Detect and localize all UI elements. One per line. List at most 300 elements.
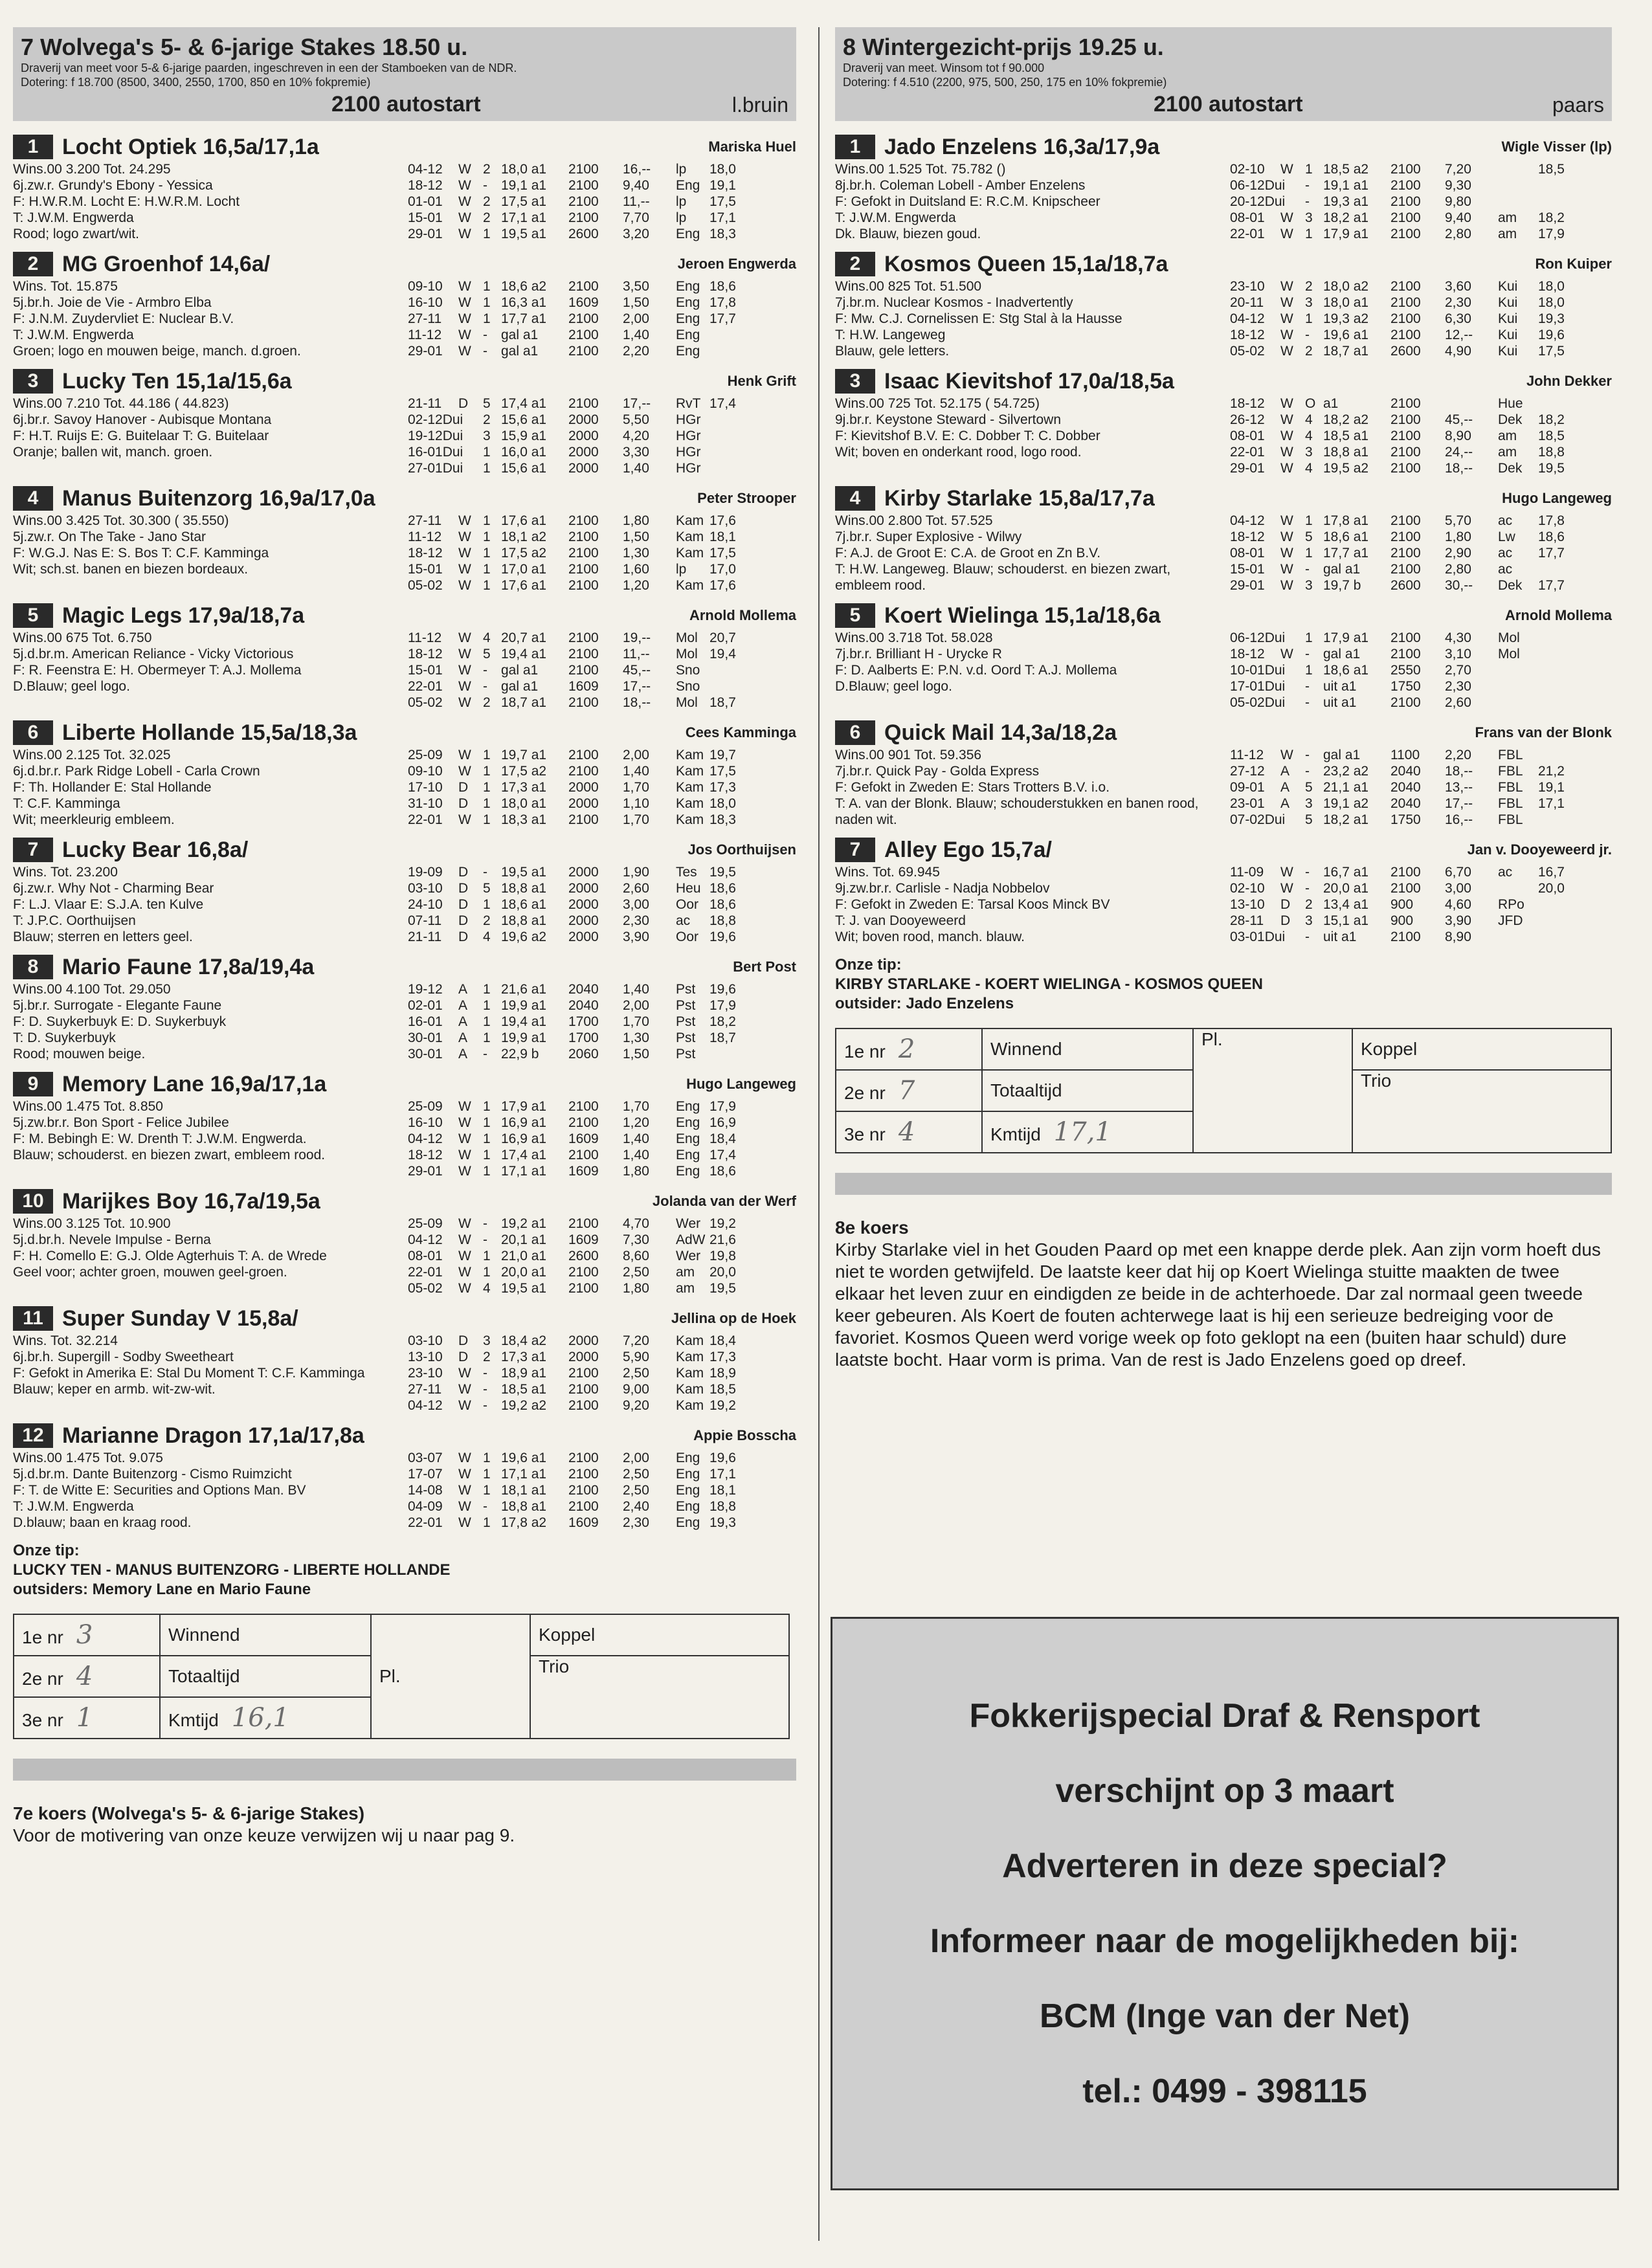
result-cell: 17,4 a1 — [501, 396, 547, 411]
result-cell: 1 — [483, 295, 491, 310]
result-row — [408, 295, 796, 311]
result-cell: 17,3 — [709, 1350, 736, 1364]
result-cell: 08-01 — [1230, 546, 1265, 561]
result-cell: 2 — [483, 412, 491, 427]
result-cell: Heu — [676, 881, 701, 896]
result-cell: 9,20 — [623, 1398, 649, 1413]
result-cell: W — [458, 344, 471, 359]
bet-row-2[interactable]: 2e nr 4 — [14, 1656, 160, 1697]
info-line: 5j.zw.br.r. Bon Sport - Felice Jubilee — [13, 1115, 229, 1130]
result-row — [1230, 561, 1612, 577]
result-cell: - — [1305, 647, 1310, 662]
result-cell: 18,8 a1 — [501, 881, 547, 896]
result-cell: 07-02Dui — [1230, 812, 1286, 827]
bet-row-1[interactable]: 1e nr 3 — [14, 1614, 160, 1656]
result-cell: 05-02 — [1230, 344, 1265, 359]
result-cell: Kam — [676, 1382, 704, 1397]
result-cell: Eng — [676, 1467, 700, 1482]
result-cell: 17,8 — [1538, 513, 1565, 528]
result-cell: 18,8 a1 — [1323, 445, 1369, 460]
horse-info — [13, 513, 408, 594]
result-cell: 1 — [483, 1467, 491, 1482]
result-row — [408, 1450, 796, 1466]
results-table — [408, 161, 796, 242]
result-cell: 2 — [1305, 279, 1313, 294]
result-cell: 17,-- — [623, 396, 651, 411]
result-cell: 1 — [483, 461, 491, 476]
result-cell: Eng — [676, 328, 700, 342]
result-cell: 2100 — [568, 630, 599, 645]
result-row — [1230, 913, 1612, 929]
info-line: F: Gefokt in Duitsland E: R.C.M. Knipscheer — [835, 194, 1100, 209]
place-cell[interactable]: Pl. — [1193, 1028, 1352, 1153]
result-cell: 1,40 — [623, 461, 649, 476]
start-number: 4 — [13, 486, 53, 511]
result-cell: Wer — [676, 1216, 701, 1231]
result-cell: 18,7 a1 — [1323, 344, 1369, 359]
totaaltijd-cell[interactable]: Totaaltijd — [982, 1070, 1193, 1111]
result-row — [408, 194, 796, 210]
horse-info — [13, 1098, 408, 1179]
info-line: T: J.W.M. Engwerda — [835, 210, 956, 225]
result-cell: a1 — [1323, 396, 1339, 411]
horse-name: Super Sunday V 15,8a/ — [62, 1306, 298, 1331]
result-cell: 2,20 — [1445, 748, 1471, 762]
info-line: Oranje; ballen wit, manch. groen. — [13, 445, 213, 460]
result-cell: A — [1280, 764, 1290, 779]
race-purse: Dotering: f 4.510 (2200, 975, 500, 250, 175 en 10% fokpremie) — [843, 76, 1167, 89]
result-cell: Kui — [1498, 328, 1518, 342]
result-cell — [1280, 695, 1305, 711]
result-cell: - — [483, 865, 487, 880]
info-line: Wins.00 825 Tot. 51.500 — [835, 279, 982, 294]
info-line: Wins.00 7.210 Tot. 44.186 ( 44.823) — [13, 396, 229, 411]
info-line: Wins.00 2.800 Tot. 57.525 — [835, 513, 993, 528]
result-cell: 9,40 — [1445, 210, 1471, 225]
result-cell: 31-10 — [408, 796, 443, 811]
result-cell: ac — [1498, 562, 1513, 577]
result-cell: 18,4 a2 — [501, 1333, 547, 1348]
result-cell: 11-12 — [408, 529, 442, 544]
result-cell: 18,2 — [1538, 210, 1565, 225]
result-cell: 19,7 — [709, 748, 736, 762]
result-cell: 3,00 — [1445, 881, 1471, 896]
results-table — [1230, 161, 1612, 242]
horse-name: Alley Ego 15,7a/ — [884, 837, 1052, 862]
horse-entry — [13, 133, 796, 242]
result-cell — [709, 327, 768, 343]
result-cell: Wer — [676, 1249, 701, 1263]
result-cell: W — [458, 311, 471, 326]
horse-name: Koert Wielinga 15,1a/18,6a — [884, 603, 1161, 628]
result-row — [408, 779, 796, 795]
result-cell: 24-10 — [408, 897, 443, 912]
result-cell: HGr — [676, 461, 701, 476]
result-cell: 2,00 — [623, 311, 649, 326]
result-row — [1230, 795, 1612, 812]
result-cell: 1 — [483, 796, 491, 811]
result-cell: Hue — [1498, 396, 1523, 411]
result-cell: 2 — [483, 194, 491, 209]
result-cell: - — [483, 1398, 487, 1413]
result-cell: 2100 — [568, 178, 599, 193]
result-cell: 17,4 — [709, 1148, 736, 1162]
result-cell: - — [483, 679, 487, 694]
result-cell: 1 — [483, 1148, 491, 1162]
horse-info — [835, 161, 1230, 242]
result-cell: 18,2 a2 — [1323, 412, 1369, 427]
result-row — [408, 278, 796, 295]
result-cell: ac — [676, 913, 691, 928]
result-cell: 1 — [1305, 513, 1313, 528]
trio-cell[interactable]: Trio — [1352, 1070, 1611, 1153]
result-cell: W — [1280, 279, 1293, 294]
info-line: D.Blauw; geel logo. — [13, 679, 130, 694]
results-table — [408, 630, 796, 711]
result-cell: 17,8 a1 — [1323, 513, 1369, 528]
result-cell: 16,9 a1 — [501, 1115, 547, 1130]
place-cell[interactable]: Pl. — [371, 1614, 530, 1739]
bet-row-1[interactable]: 1e nr 2 — [836, 1028, 982, 1070]
result-cell: 2100 — [568, 1265, 599, 1280]
result-cell: - — [1305, 194, 1310, 209]
result-cell: 2100 — [1390, 695, 1421, 710]
result-cell: 1 — [483, 1014, 491, 1029]
result-cell: 3,30 — [623, 445, 649, 460]
result-cell: W — [1280, 162, 1293, 177]
info-line: Wit; boven rood, manch. blauw. — [835, 929, 1025, 944]
horse-name: Locht Optiek 16,5a/17,1a — [62, 134, 319, 159]
result-cell — [1538, 395, 1590, 412]
result-cell: Kam — [676, 780, 704, 795]
result-cell: 04-12 — [1230, 513, 1265, 528]
result-cell: 15,1 a1 — [1323, 913, 1369, 928]
totaaltijd-cell[interactable]: Totaaltijd — [160, 1656, 371, 1697]
result-cell: 16,7 — [1538, 865, 1565, 880]
result-cell: 18,8 a1 — [501, 913, 547, 928]
result-cell: 2100 — [1390, 630, 1421, 645]
ad-info: Informeer naar de mogelijkheden bij: — [930, 1922, 1520, 1960]
result-cell: - — [483, 178, 487, 193]
start-number: 9 — [13, 1072, 53, 1096]
result-row — [408, 747, 796, 763]
result-cell — [1498, 161, 1538, 177]
result-cell: W — [458, 194, 471, 209]
result-cell — [709, 678, 768, 695]
result-cell: 2100 — [568, 1216, 599, 1231]
result-cell — [1538, 929, 1590, 945]
result-cell: 19,6 — [709, 982, 736, 997]
driver-name: Cees Kamminga — [685, 724, 796, 740]
result-cell: 18,6 a2 — [501, 279, 547, 294]
result-cell: 21,1 a1 — [1323, 780, 1369, 795]
result-cell: 1609 — [568, 295, 599, 310]
result-cell: 30-01 — [408, 1047, 443, 1062]
info-line: T: J.W.M. Engwerda — [13, 1499, 134, 1514]
result-cell — [1498, 177, 1538, 194]
our-tip — [835, 955, 1612, 1014]
result-cell: 1609 — [568, 679, 599, 694]
result-cell: 08-01 — [1230, 210, 1265, 225]
result-cell: 18,0 — [1538, 295, 1565, 310]
result-row — [408, 561, 796, 577]
result-cell: 2040 — [1390, 796, 1421, 811]
result-cell: 17,6 a1 — [501, 513, 547, 528]
trio-cell[interactable]: Trio — [530, 1656, 789, 1739]
result-cell: 18,8 — [709, 1499, 736, 1514]
result-cell: 1,70 — [623, 1099, 649, 1114]
handwritten-pick: 7 — [898, 1076, 915, 1106]
result-cell — [1280, 678, 1305, 695]
result-cell: 18,1 a1 — [501, 1483, 547, 1498]
horse-entry — [13, 718, 796, 828]
result-cell: 2060 — [568, 1047, 599, 1062]
result-cell: 10-01Dui — [1230, 663, 1286, 678]
result-row — [408, 929, 796, 945]
ad-question: Adverteren in deze special? — [1002, 1847, 1447, 1885]
bet-row-3[interactable]: 3e nr 1 — [14, 1697, 160, 1739]
horse-entry — [13, 601, 796, 711]
start-number: 5 — [835, 603, 875, 628]
result-cell: 3,60 — [1445, 279, 1471, 294]
result-cell: 2,00 — [623, 748, 649, 762]
result-cell: 18,5 — [709, 1382, 736, 1397]
result-cell: W — [458, 748, 471, 762]
result-cell: 3 — [1305, 578, 1313, 593]
result-cell: 2100 — [568, 812, 599, 827]
result-cell: 4 — [1305, 428, 1313, 443]
result-cell: W — [458, 295, 471, 310]
result-row — [408, 1498, 796, 1515]
result-cell: 18,3 a1 — [501, 812, 547, 827]
result-cell: 2100 — [568, 695, 599, 710]
result-cell: Eng — [676, 178, 700, 193]
result-cell: 2 — [483, 1350, 491, 1364]
horse-info — [835, 630, 1230, 711]
result-cell: 11,-- — [623, 647, 650, 662]
winnend-cell[interactable]: Winnend — [160, 1614, 371, 1656]
result-cell: D — [1280, 897, 1291, 912]
result-row — [408, 395, 796, 412]
result-cell: 19,6 — [709, 1451, 736, 1465]
result-cell: 04-09 — [408, 1499, 443, 1514]
result-cell: 5,90 — [623, 1350, 649, 1364]
result-cell: Oor — [676, 929, 699, 944]
result-cell: Eng — [676, 1483, 700, 1498]
result-cell: 19,4 a1 — [501, 647, 547, 662]
result-cell: 2100 — [1390, 178, 1421, 193]
result-cell: 1 — [483, 764, 491, 779]
result-cell: 2,30 — [623, 1515, 649, 1530]
result-cell: 15-01 — [408, 210, 443, 225]
result-cell: - — [1305, 764, 1310, 779]
result-cell: 03-10 — [408, 881, 443, 896]
horse-info — [13, 1450, 408, 1531]
result-cell: 18,5 a2 — [1323, 162, 1369, 177]
result-cell: W — [458, 1216, 471, 1231]
horse-entry — [835, 484, 1612, 594]
result-cell: W — [1280, 445, 1293, 460]
info-line: Wins.00 725 Tot. 52.175 ( 54.725) — [835, 396, 1040, 411]
result-cell: 18-12 — [1230, 647, 1265, 662]
result-cell: 18,6 — [709, 279, 736, 294]
result-cell: 15-01 — [1230, 562, 1265, 577]
result-cell: 3 — [483, 1333, 491, 1348]
result-cell: 1 — [483, 311, 491, 326]
result-cell: 1 — [483, 897, 491, 912]
ad-phone[interactable]: tel.: 0499 - 398115 — [1082, 2073, 1367, 2110]
result-cell: 2,00 — [623, 1451, 649, 1465]
result-cell: 2,30 — [623, 913, 649, 928]
driver-name: Hugo Langeweg — [686, 1076, 796, 1092]
horse-name: Liberte Hollande 15,5a/18,3a — [62, 720, 357, 745]
result-cell: 2 — [483, 913, 491, 928]
result-cell: 2,90 — [1445, 546, 1471, 561]
result-cell: 17,9 a1 — [1323, 227, 1369, 241]
result-cell: 18,-- — [1445, 764, 1473, 779]
result-cell: 2100 — [568, 1115, 599, 1130]
race-conditions: Draverij van meet. Winsom tot f 90.000 — [843, 61, 1045, 74]
result-cell: 18,6 — [709, 897, 736, 912]
result-cell: 8,90 — [1445, 428, 1471, 443]
info-line: Wins. Tot. 15.875 — [13, 279, 118, 294]
result-row — [1230, 545, 1612, 561]
result-cell: 1,20 — [623, 1115, 649, 1130]
result-cell: W — [1280, 578, 1293, 593]
bet-row-2[interactable]: 2e nr 7 — [836, 1070, 982, 1111]
result-cell: 16,0 a1 — [501, 445, 547, 460]
result-cell: 16,9 — [709, 1115, 736, 1130]
result-row — [408, 997, 796, 1014]
result-cell: 21,2 — [1538, 764, 1565, 779]
result-row — [408, 444, 796, 460]
result-row — [408, 1216, 796, 1232]
result-cell: 2600 — [1390, 578, 1421, 593]
horse-name: Lucky Bear 16,8a/ — [62, 837, 249, 862]
result-cell: 05-02 — [408, 1281, 443, 1296]
result-cell: 1 — [483, 1451, 491, 1465]
result-cell: W — [1280, 529, 1293, 544]
result-cell: 17,6 — [709, 578, 736, 593]
result-cell: 16-01 — [408, 1014, 443, 1029]
handwritten-pick: 3 — [76, 1620, 93, 1650]
result-cell: 3 — [1305, 796, 1313, 811]
result-cell: HGr — [676, 412, 701, 427]
result-cell: 4 — [483, 929, 491, 944]
result-cell: 1,70 — [623, 1014, 649, 1029]
result-cell: W — [1280, 562, 1293, 577]
info-line: Blauw; schouderst. en biezen zwart, embleem rood. — [13, 1148, 326, 1162]
result-cell: 18,2 a1 — [1323, 812, 1369, 827]
result-cell: 18,1 a2 — [501, 529, 547, 544]
horse-info — [835, 395, 1230, 476]
info-line: 7j.br.r. Brilliant H - Urycke R — [835, 647, 1002, 662]
result-cell: 17,4 a1 — [501, 1148, 547, 1162]
result-cell: W — [458, 227, 471, 241]
result-cell: RvT — [676, 396, 701, 411]
results-table — [1230, 864, 1612, 945]
result-cell: 29-01 — [1230, 578, 1265, 593]
result-row — [408, 1349, 796, 1365]
kmtijd-cell[interactable]: Kmtijd 16,1 — [160, 1697, 371, 1739]
result-cell: 15,6 a1 — [501, 461, 547, 476]
horse-name: MG Groenhof 14,6a/ — [62, 251, 271, 276]
result-cell: 27-11 — [408, 1382, 442, 1397]
result-cell: 18,8 — [1538, 445, 1565, 460]
kmtijd-cell[interactable]: Kmtijd 17,1 — [982, 1111, 1193, 1153]
result-cell: 1609 — [568, 1131, 599, 1146]
driver-name: Peter Strooper — [697, 490, 796, 506]
result-cell: 2,40 — [623, 1499, 649, 1514]
race-color: paars — [1552, 93, 1604, 117]
result-cell: 5 — [1305, 780, 1313, 795]
info-line: Wins.00 901 Tot. 59.356 — [835, 748, 982, 762]
result-cell: 4 — [483, 630, 491, 645]
info-line: Wins.00 3.425 Tot. 30.300 ( 35.550) — [13, 513, 229, 528]
result-cell: 2 — [1305, 344, 1313, 359]
bet-row-3[interactable]: 3e nr 4 — [836, 1111, 982, 1153]
result-cell: Kam — [676, 1350, 704, 1364]
start-number: 7 — [835, 838, 875, 862]
result-cell: Eng — [676, 311, 700, 326]
result-cell: 06-12Dui — [1230, 178, 1286, 193]
info-line: Wit; boven en onderkant rood, logo rood. — [835, 445, 1082, 460]
result-cell: Eng — [676, 295, 700, 310]
result-cell: 2600 — [568, 227, 599, 241]
result-cell: 17-10 — [408, 780, 443, 795]
driver-name: Arnold Mollema — [689, 607, 796, 623]
result-cell: 18,1 — [709, 529, 736, 544]
result-cell: 2100 — [568, 344, 599, 359]
result-cell — [1280, 630, 1305, 646]
result-cell: 1 — [483, 1030, 491, 1045]
result-cell: 1750 — [1390, 679, 1421, 694]
result-cell: 2100 — [568, 529, 599, 544]
koppel-cell[interactable]: Koppel — [1352, 1028, 1611, 1070]
driver-name: Bert Post — [733, 959, 796, 975]
result-cell: 18,5 — [1538, 162, 1565, 177]
result-row — [408, 896, 796, 913]
info-line: 9j.br.r. Keystone Steward - Silvertown — [835, 412, 1061, 427]
result-cell: W — [458, 178, 471, 193]
result-cell: ac — [1498, 513, 1513, 528]
result-cell: 2,00 — [623, 998, 649, 1013]
result-cell: 3 — [1305, 210, 1313, 225]
start-number: 1 — [835, 135, 875, 159]
results-table — [1230, 747, 1612, 828]
result-cell: W — [1280, 865, 1293, 880]
info-line: 7j.br.r. Quick Pay - Golda Express — [835, 764, 1040, 779]
result-cell — [1538, 177, 1590, 194]
result-row — [408, 763, 796, 779]
winnend-cell[interactable]: Winnend — [982, 1028, 1193, 1070]
ad-headline: Fokkerijspecial Draf & Rensport — [969, 1697, 1480, 1735]
result-cell: D — [458, 780, 469, 795]
result-cell: Eng — [676, 1148, 700, 1162]
result-cell: 1 — [483, 998, 491, 1013]
result-cell: 2000 — [568, 1333, 599, 1348]
result-row — [1230, 194, 1612, 210]
horse-info — [835, 513, 1230, 594]
results-table — [408, 864, 796, 945]
result-cell: 1 — [483, 562, 491, 577]
result-cell: 11-12 — [408, 328, 442, 342]
result-cell: 18-12 — [1230, 529, 1265, 544]
koppel-cell[interactable]: Koppel — [530, 1614, 789, 1656]
result-cell: 2100 — [568, 1148, 599, 1162]
horse-info — [13, 747, 408, 828]
result-cell: 17,1 a1 — [501, 1467, 547, 1482]
